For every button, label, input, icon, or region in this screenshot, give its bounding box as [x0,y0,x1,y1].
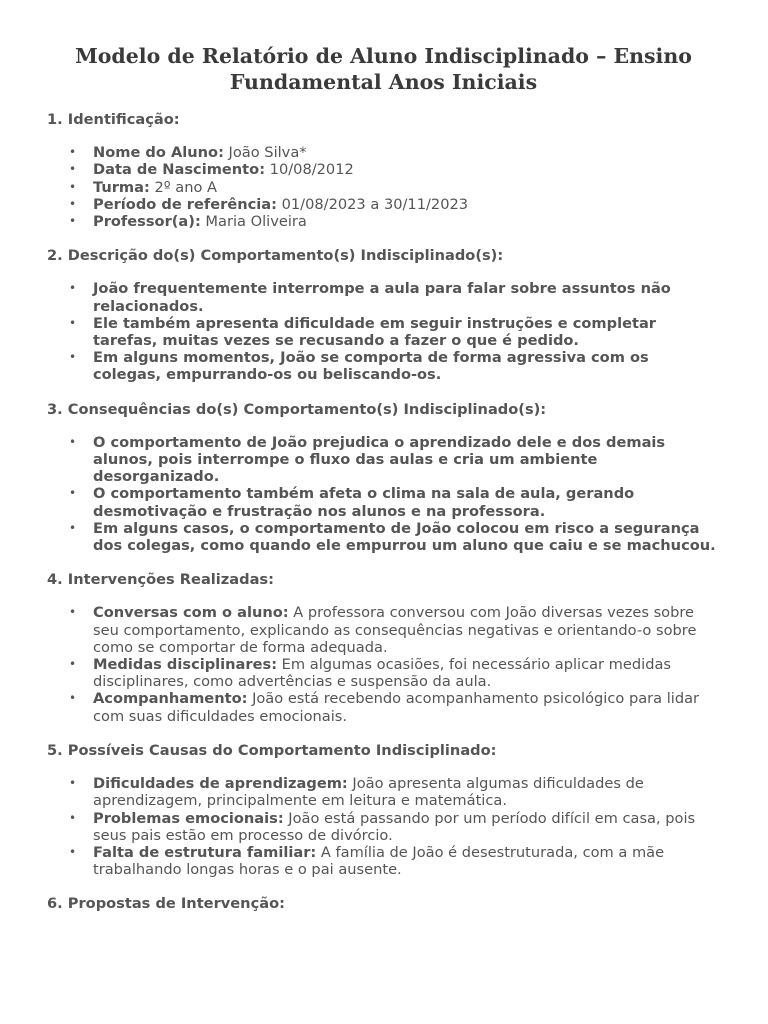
section-heading: 3. Consequências do(s) Comportamento(s) Indisciplinado(s): [47,400,547,418]
list-item-text: Ele também apresenta dificuldade em seguir instruções e completar tarefas, muitas vezes se recusando a fazer o que é pedido. [93,314,657,350]
item-text: João apresenta algumas dificuldades de aprendizagem, principalmente em leitura e matemática. [93,775,644,810]
bullet-icon: • [69,520,77,535]
item-text: A professora conversou com João diversas vezes sobre seu comportamento, explicando as consequências negativas e orientando-o sobre como se comportar de forma adequada. [93,604,697,656]
causes-list [47,775,720,878]
bullet-icon: • [69,486,77,501]
field-value: 2º ano A [149,178,218,196]
field-label: Período de referência: [93,195,277,213]
section-intervencoes [47,571,720,725]
item-label: Problemas emocionais: [93,809,284,827]
bullet-icon: • [69,691,77,706]
item-text: João está recebendo acompanhamento psicológico para lidar com suas dificuldades emocionais. [93,690,700,725]
bullet-icon: • [69,605,77,620]
section-descricao [47,247,720,383]
list-item-text: João frequentemente interrompe a aula para falar sobre assuntos não relacionados. [93,280,671,315]
bullet-icon: • [69,434,77,449]
field-value: Maria Oliveira [200,213,307,231]
bullet-icon: • [69,281,77,296]
item-label: Acompanhamento: [93,690,248,708]
section-heading: 6. Propostas de Intervenção: [47,895,285,913]
section-heading: 2. Descrição do(s) Comportamento(s) Indisciplinado(s): [47,247,504,265]
item-label: Conversas com o aluno: [93,604,289,622]
item-text: Em algumas ocasiões, foi necessário aplicar medidas disciplinares, como advertências e suspensão da aula. [93,656,672,691]
bullet-icon: • [69,162,77,177]
field-label: Turma: [93,178,150,196]
field-value: 10/08/2012 [265,161,354,179]
bullet-icon: • [69,145,77,160]
list-item [69,604,720,656]
list-item-text: Em alguns momentos, João se comporta de forma agressiva com os colegas, empurrando-os ou beliscando-os. [93,349,649,384]
field-label: Data de Nascimento: [93,161,266,179]
bullet-icon: • [69,810,77,825]
list-item-text: O comportamento de João prejudica o aprendizado dele e dos demais alunos, pois interrompe o fluxo das aulas e cria um ambiente desorganizado. [93,433,666,486]
list-item-text: Em alguns casos, o comportamento de João colocou em risco a segurança dos colegas, como quando ele empurrou um aluno que caiu e se machucou. [93,519,716,555]
list-item [69,656,720,691]
bullet-icon: • [69,776,77,791]
bullet-icon: • [69,844,77,859]
section-heading: 4. Intervenções Realizadas: [47,571,274,589]
bullet-icon: • [69,315,77,330]
section-heading: 5. Possíveis Causas do Comportamento Indisciplinado: [47,741,497,759]
list-item [69,433,720,486]
field-value: 01/08/2023 a 30/11/2023 [276,195,469,213]
list-item [69,809,720,844]
list-item [69,519,720,555]
field-label: Nome do Aluno: [93,144,224,162]
item-text: João está passando por um período difícil em casa, pois seus pais estão em processo de divórcio. [93,809,696,844]
list-item-text: O comportamento também afeta o clima na sala de aula, gerando desmotivação e frustração nos alunos e na professora. [93,485,635,520]
item-label: Dificuldades de aprendizagem: [93,775,348,793]
list-item [69,843,720,879]
list-item [69,144,720,162]
list-item [69,280,720,315]
item-label: Falta de estrutura familiar: [93,843,317,861]
section-heading: 1. Identificação: [47,111,180,128]
list-item [69,213,720,231]
document-title: Modelo de Relatório de Aluno Indisciplinado – Ensino Fundamental Anos Iniciais [75,44,692,94]
list-item [69,195,720,213]
section-propostas [47,895,720,912]
bullet-icon: • [69,350,77,365]
section-consequencias [47,401,720,555]
list-item [69,161,720,179]
field-value: João Silva* [223,144,307,162]
section-identificacao [47,111,720,230]
behavior-list [47,280,720,383]
item-text: A família de João é desestruturada, com a mãe trabalhando longas horas e o pai ausente. [93,843,665,879]
bullet-icon: • [69,657,77,672]
item-label: Medidas disciplinares: [93,656,278,674]
list-item [69,314,720,350]
consequences-list [47,434,720,554]
list-item [69,485,720,520]
interventions-list [47,604,720,724]
list-item [69,349,720,384]
section-causas [47,742,720,878]
list-item [69,178,720,196]
list-item [69,690,720,725]
bullet-icon: • [69,196,77,211]
list-item [69,775,720,810]
bullet-icon: • [69,214,77,229]
field-label: Professor(a): [93,213,201,231]
identification-list [47,144,720,230]
bullet-icon: • [69,179,77,194]
